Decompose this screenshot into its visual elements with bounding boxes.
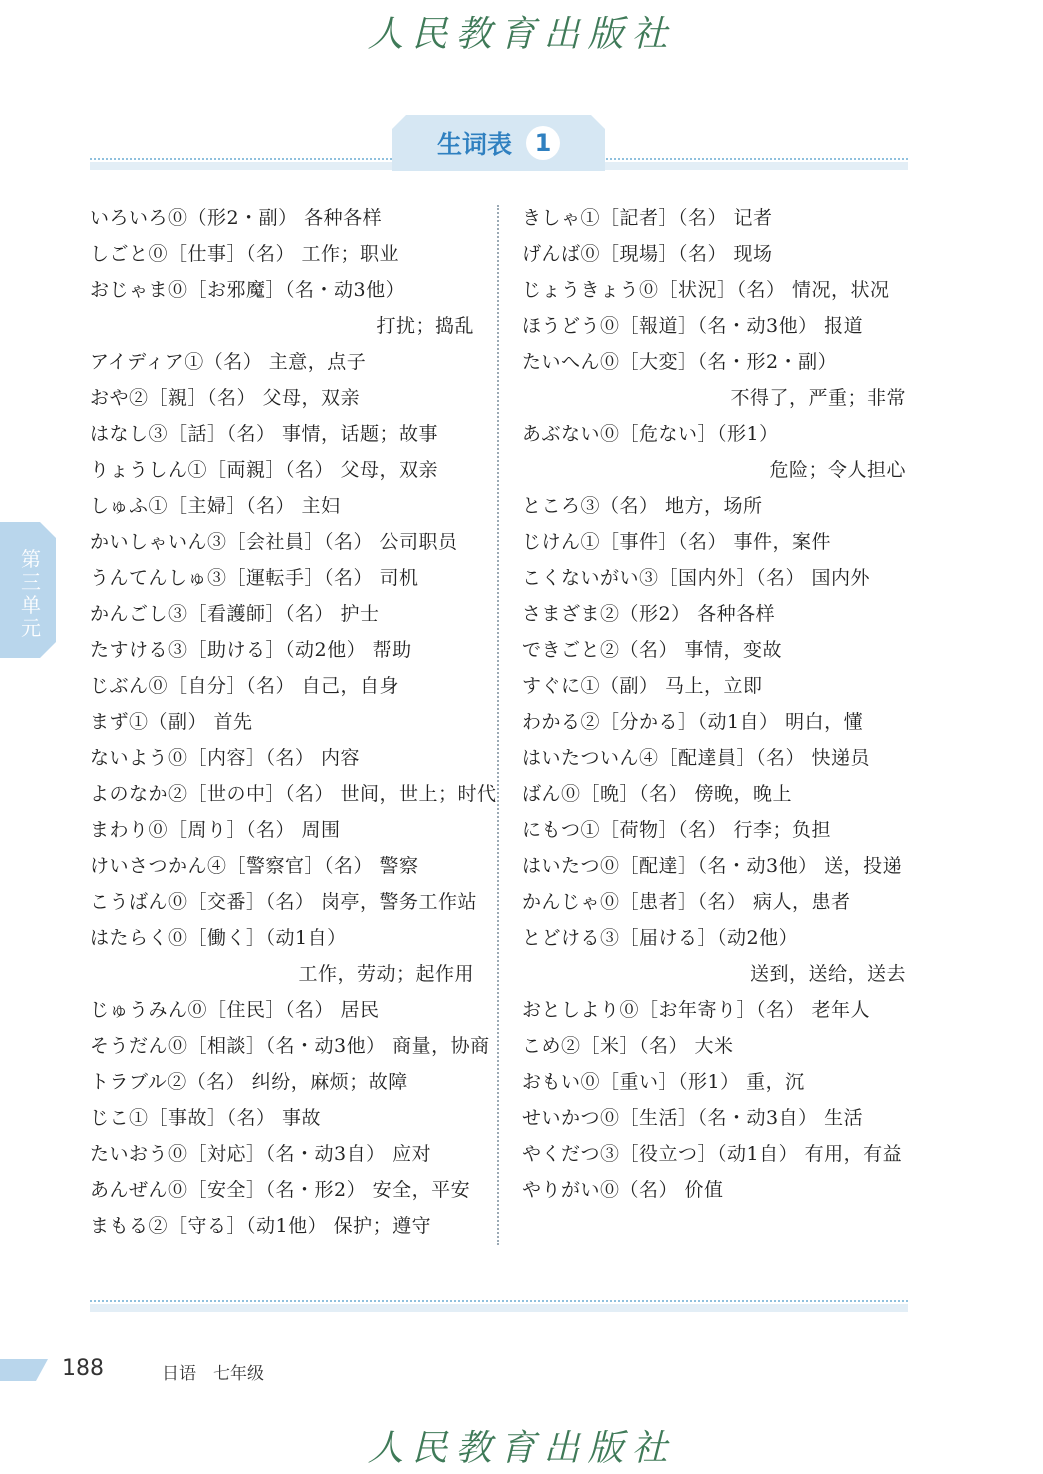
vocab-entry: こくないがい③［国内外］（名） 国内外 xyxy=(522,567,871,589)
vocab-entry: かいしゃいん③［会社員］（名） 公司职员 xyxy=(90,531,458,553)
vocab-entry: あんぜん⓪［安全］（名・形2） 安全，平安 xyxy=(90,1179,471,1201)
page-number: 188 xyxy=(62,1356,104,1381)
vocab-entry: やくだつ③［役立つ］（动1自） 有用，有益 xyxy=(522,1143,903,1165)
vocab-entry: できごと②（名） 事情，变故 xyxy=(522,639,783,661)
section-title xyxy=(392,115,605,171)
vocab-entry: よのなか②［世の中］（名） 世间，世上；时代 xyxy=(90,783,497,805)
vocab-entry: わかる②［分かる］（动1自） 明白，懂 xyxy=(522,711,864,733)
vocab-entry: たすける③［助ける］（动2他） 帮助 xyxy=(90,639,412,661)
vocab-entry: けいさつかん④［警察官］（名） 警察 xyxy=(90,855,419,877)
vocab-entry: きしゃ①［記者］（名） 记者 xyxy=(522,207,773,229)
vocab-entry: いろいろ⓪（形2・副） 各种各样 xyxy=(90,207,383,229)
vocab-entry-meaning: 工作，劳动；起作用 xyxy=(298,963,474,985)
vocab-entry: せいかつ⓪［生活］（名・动3自） 生活 xyxy=(522,1107,864,1129)
vocab-entry: ところ③（名） 地方，场所 xyxy=(522,495,763,517)
page-number-tab xyxy=(0,1359,48,1381)
vocab-entry: じゅうみん⓪［住民］（名） 居民 xyxy=(90,999,380,1021)
section-title-label: 生词表 xyxy=(436,130,512,159)
section-number-badge: 1 xyxy=(526,126,560,160)
vocab-entry: うんてんしゅ③［運転手］（名） 司机 xyxy=(90,567,419,589)
vocab-column-left xyxy=(90,200,497,1244)
unit-side-label: 第三单元 xyxy=(21,547,41,640)
vocab-entry: すぐに①（副） 马上，立即 xyxy=(522,675,763,697)
vocab-entry: はいたつ⓪［配達］（名・动3他） 送，投递 xyxy=(522,855,903,877)
bottom-band xyxy=(90,1304,908,1312)
vocab-entry: ほうどう⓪［報道］（名・动3他） 报道 xyxy=(522,315,864,337)
bottom-rule xyxy=(90,1300,908,1302)
vocab-entry: かんじゃ⓪［患者］（名） 病人，患者 xyxy=(522,891,851,913)
vocab-entry: じょうきょう⓪［状況］（名） 情况，状况 xyxy=(522,279,890,301)
publisher-watermark-bottom: 人民教育出版社 xyxy=(367,1428,676,1469)
vocab-entry: おもい⓪［重い］（形1） 重，沉 xyxy=(522,1071,805,1093)
vocab-entry: さまざま②（形2） 各种各样 xyxy=(522,603,776,625)
vocab-entry: げんば⓪［現場］（名） 现场 xyxy=(522,243,773,265)
vocab-entry: はたらく⓪［働く］（动1自） xyxy=(90,927,347,949)
publisher-watermark-top: 人民教育出版社 xyxy=(367,14,676,55)
vocab-entry: アイディア①（名） 主意，点子 xyxy=(90,351,367,373)
vocab-entry: とどける③［届ける］（动2他） xyxy=(522,927,799,949)
vocab-entry-meaning: 打扰；捣乱 xyxy=(376,315,474,337)
vocab-entry: ばん⓪［晩］（名） 傍晚，晚上 xyxy=(522,783,793,805)
vocab-entry: おとしより⓪［お年寄り］（名） 老年人 xyxy=(522,999,871,1021)
vocab-entry: トラブル②（名） 纠纷，麻烦；故障 xyxy=(90,1071,408,1093)
vocab-entry: じけん①［事件］（名） 事件，案件 xyxy=(522,531,832,553)
vocab-entry: こめ②［米］（名） 大米 xyxy=(522,1035,734,1057)
vocab-entry: りょうしん①［両親］（名） 父母，双亲 xyxy=(90,459,439,481)
vocab-entry: たいおう⓪［対応］（名・动3自） 应对 xyxy=(90,1143,432,1165)
vocab-entry: しごと⓪［仕事］（名） 工作；职业 xyxy=(90,243,400,265)
vocab-entry: やりがい⓪（名） 价值 xyxy=(522,1179,724,1201)
vocab-entry-meaning: 不得了，严重；非常 xyxy=(730,387,906,409)
vocab-entry: にもつ①［荷物］（名） 行李；负担 xyxy=(522,819,832,841)
vocab-entry: しゅふ①［主婦］（名） 主妇 xyxy=(90,495,341,517)
vocab-entry: まわり⓪［周り］（名） 周围 xyxy=(90,819,341,841)
vocab-entry: はなし③［話］（名） 事情，话题；故事 xyxy=(90,423,439,445)
vocab-entry-meaning: 送到，送给，送去 xyxy=(749,963,906,985)
vocab-entry: こうばん⓪［交番］（名） 岗亭，警务工作站 xyxy=(90,891,478,913)
vocab-entry: じこ①［事故］（名） 事故 xyxy=(90,1107,322,1129)
vocab-column-right xyxy=(522,200,906,1208)
vocab-entry: おや②［親］（名） 父母，双亲 xyxy=(90,387,361,409)
vocab-entry: かんごし③［看護師］（名） 护士 xyxy=(90,603,380,625)
vocab-entry: じぶん⓪［自分］（名） 自己，自身 xyxy=(90,675,400,697)
vocab-entry-meaning: 危险；令人担心 xyxy=(769,459,906,481)
vocab-entry: おじゃま⓪［お邪魔］（名・动3他） xyxy=(90,279,406,301)
vocab-entry: まず①（副） 首先 xyxy=(90,711,253,733)
vocab-entry: そうだん⓪［相談］（名・动3他） 商量，协商 xyxy=(90,1035,490,1057)
vocab-entry: はいたついん④［配達員］（名） 快递员 xyxy=(522,747,871,769)
vocab-entry: まもる②［守る］（动1他） 保护；遵守 xyxy=(90,1215,432,1237)
vocab-entry: ないよう⓪［内容］（名） 内容 xyxy=(90,747,361,769)
book-title: 日语 七年级 xyxy=(162,1364,264,1384)
vocab-entry: あぶない⓪［危ない］（形1） xyxy=(522,423,779,445)
column-divider xyxy=(497,205,499,1245)
vocab-entry: たいへん⓪［大変］（名・形2・副） xyxy=(522,351,838,373)
